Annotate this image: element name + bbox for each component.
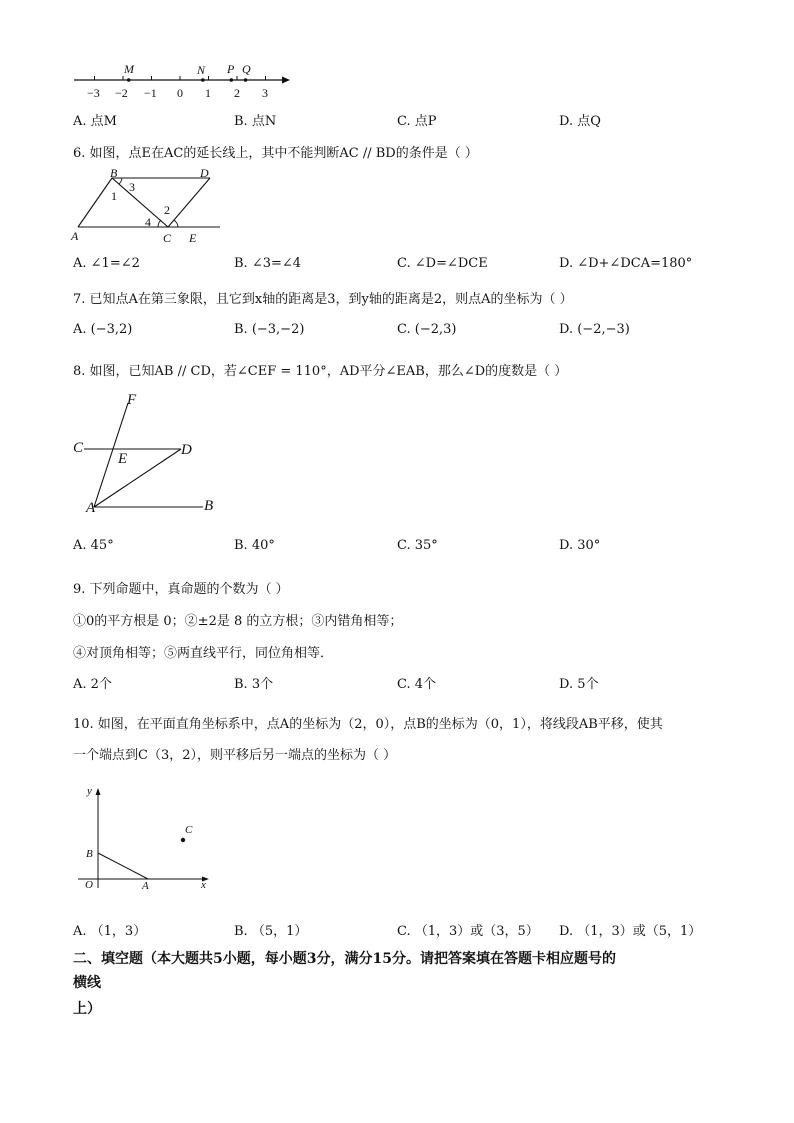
q7-stem: 7. 已知点A在第三象限，且它到x轴的距离是3，到y轴的距离是2，则点A的坐标为（ ） [73, 292, 573, 307]
q8-label-e: E [118, 451, 128, 467]
q5-option-a[interactable]: A. 点M [73, 114, 117, 129]
q10-y-axis-arrow [96, 788, 101, 795]
number-line-arrow [282, 77, 290, 84]
q6-label-b: B [110, 166, 118, 180]
q6-label-angle-2: 2 [164, 203, 170, 217]
q6-label-d: D [200, 166, 209, 180]
nl-point-label-q: Q [242, 62, 251, 76]
q8-label-b: B [204, 498, 214, 514]
q5-option-b[interactable]: B. 点N [234, 114, 277, 129]
nl-point-p [230, 78, 234, 82]
q6-label-c: C [163, 231, 172, 245]
q8-stem: 8. 如图，已知AB // CD，若∠CEF = 110°，AD平分∠EAB，那么∠D的度数是（ ） [73, 364, 568, 379]
q6-line-cd [168, 178, 210, 227]
q10-label-o: O [85, 879, 93, 891]
q7-option-a[interactable]: A. (−3,2) [73, 322, 133, 337]
nl-tick-label: −1 [144, 86, 157, 100]
q10-label-x: x [201, 879, 206, 891]
nl-tick-label: 1 [205, 86, 211, 100]
q9-option-c[interactable]: C. 4个 [397, 677, 437, 692]
q6-line-ab [78, 178, 112, 227]
nl-tick-label: 3 [262, 86, 268, 100]
q8-label-a: A [86, 500, 96, 516]
q10-label-b: B [86, 848, 93, 860]
q8-label-f: F [127, 392, 137, 408]
nl-point-m [127, 78, 131, 82]
q10-option-a[interactable]: A. （1，3） [73, 924, 147, 939]
nl-point-n [201, 78, 205, 82]
q9-option-b[interactable]: B. 3个 [234, 677, 274, 692]
q6-angle-mark-2 [174, 220, 178, 227]
q6-option-a[interactable]: A. ∠1=∠2 [73, 256, 140, 271]
nl-tick-label: −3 [87, 86, 100, 100]
q6-label-angle-4: 4 [145, 215, 151, 229]
q5-option-d[interactable]: D. 点Q [559, 114, 601, 129]
q10-label-a: A [142, 880, 149, 892]
q10-label-y: y [87, 785, 92, 797]
q10-point-c [181, 838, 185, 842]
q8-label-d: D [181, 442, 192, 458]
q6-option-d[interactable]: D. ∠D+∠DCA=180° [559, 256, 693, 271]
nl-tick-label: 0 [177, 86, 183, 100]
q8-option-c[interactable]: C. 35° [397, 538, 438, 553]
q6-angle-mark-4 [158, 220, 161, 227]
q8-option-d[interactable]: D. 30° [559, 538, 601, 553]
q10-option-b[interactable]: B. （5，1） [234, 924, 308, 939]
nl-tick-label: 2 [234, 86, 240, 100]
q10-stem-line1: 10. 如图，在平面直角坐标系中，点A的坐标为（2，0），点B的坐标为（0，1），将线段AB平移，使其 [73, 717, 663, 732]
q7-option-d[interactable]: D. (−2,−3) [559, 322, 630, 337]
q6-label-e: E [189, 231, 197, 245]
q8-label-c: C [73, 440, 84, 456]
nl-point-label-m: M [124, 62, 134, 76]
q9-option-d[interactable]: D. 5个 [559, 677, 599, 692]
section2-heading-line3: 上） [73, 1001, 101, 1017]
q7-option-b[interactable]: B. (−3,−2) [234, 322, 305, 337]
q10-stem-line2: 一个端点到C（3，2），则平移后另一端点的坐标为（ ） [73, 748, 397, 763]
q9-statements-line1: ①0的平方根是 0；②±2是 8 的立方根；③内错角相等； [73, 614, 403, 629]
q8-line-ad [94, 449, 181, 507]
q6-option-c[interactable]: C. ∠D=∠DCE [397, 256, 488, 271]
nl-point-label-n: N [197, 63, 206, 77]
nl-point-q [244, 78, 248, 82]
q6-angle-mark-3 [119, 178, 122, 184]
q5-option-c[interactable]: C. 点P [397, 114, 437, 129]
section2-heading-line2: 横线 [73, 975, 101, 991]
q9-stem: 9. 下列命题中，真命题的个数为（ ） [73, 582, 289, 597]
nl-point-label-p: P [227, 62, 235, 76]
q10-segment-ab [98, 853, 148, 879]
section2-heading-line1: 二、填空题（本大题共5小题，每小题3分，满分15分。请把答案填在答题卡相应题号的 [73, 951, 616, 967]
q7-option-c[interactable]: C. (−2,3) [397, 322, 457, 337]
q6-line-bc [112, 178, 168, 227]
q8-option-a[interactable]: A. 45° [73, 538, 114, 553]
q10-option-d[interactable]: D. （1，3）或（5，1） [559, 924, 702, 939]
q6-stem: 6. 如图，点E在AC的延长线上，其中不能判断AC // BD的条件是（ ） [73, 146, 478, 161]
q9-option-a[interactable]: A. 2个 [73, 677, 112, 692]
q6-label-angle-3: 3 [129, 180, 135, 194]
q6-option-b[interactable]: B. ∠3=∠4 [234, 256, 302, 271]
q6-label-angle-1: 1 [111, 189, 117, 203]
nl-tick-label: −2 [115, 86, 128, 100]
q8-option-b[interactable]: B. 40° [234, 538, 275, 553]
q10-label-c: C [185, 824, 193, 836]
q10-option-c[interactable]: C. （1，3）或（3，5） [397, 924, 539, 939]
q6-label-a: A [71, 229, 79, 243]
q9-statements-line2: ④对顶角相等；⑤两直线平行，同位角相等． [73, 646, 334, 661]
